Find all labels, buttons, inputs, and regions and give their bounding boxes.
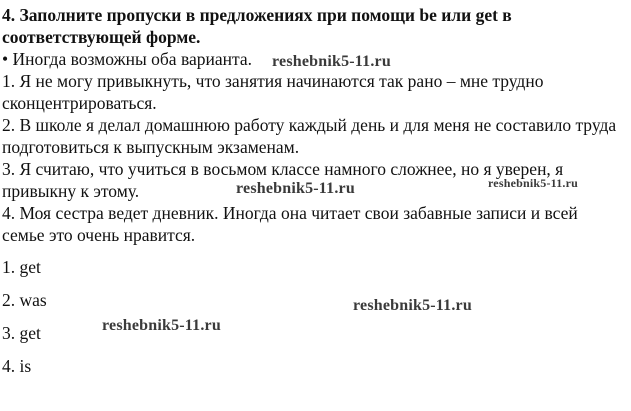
exercise-note: • Иногда возможны оба варианта. bbox=[2, 49, 252, 69]
answer-2: 2. was bbox=[2, 290, 47, 310]
watermark-2: reshebnik5-11.ru bbox=[236, 180, 355, 197]
answer-4: 4. is bbox=[2, 356, 32, 376]
sentence-1: 1. Я не могу привыкнуть, что занятия начинаются так рано – мне трудно сконцентрироваться. bbox=[2, 71, 544, 113]
watermark-1: reshebnik5-11.ru bbox=[272, 53, 391, 70]
exercise-heading: 4. Заполните пропуски в предложениях при помощи be или get в соответствующей форме. bbox=[2, 5, 512, 47]
sentence-3: 3. Я считаю, что учиться в восьмом классе намного сложнее, но я уверен, я привыкну к этому. bbox=[2, 159, 564, 201]
watermark-5: reshebnik5-11.ru bbox=[102, 317, 221, 334]
sentence-4: 4. Моя сестра ведет дневник. Иногда она читает свои забавные записи и всей семье это очень нравится. bbox=[2, 203, 578, 245]
sentence-2: 2. В школе я делал домашнюю работу каждый день и для меня не составило труда подготовиться к выпускным экзаменам. bbox=[2, 115, 617, 157]
watermark-4: reshebnik5-11.ru bbox=[353, 297, 472, 314]
answer-1: 1. get bbox=[2, 257, 41, 277]
answer-3: 3. get bbox=[2, 323, 41, 343]
watermark-3: reshebnik5-11.ru bbox=[488, 176, 578, 190]
